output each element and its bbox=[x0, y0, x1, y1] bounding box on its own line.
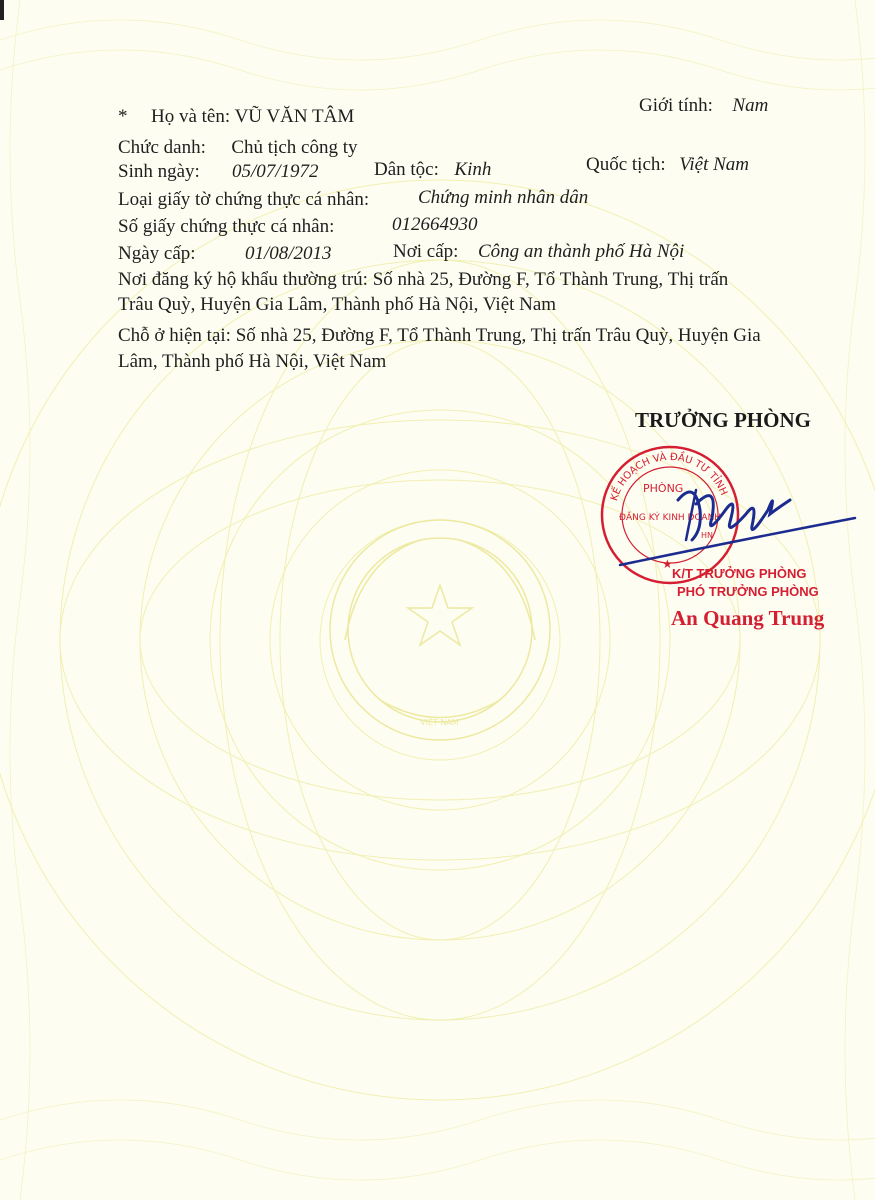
id-number-label: Số giấy chứng thực cá nhân: bbox=[118, 216, 335, 237]
name-label: Họ và tên: bbox=[151, 106, 231, 127]
nationality-label: Quốc tịch: bbox=[586, 154, 666, 175]
ethnicity-value: Kinh bbox=[454, 159, 492, 180]
dob-value: 05/07/1972 bbox=[232, 161, 319, 182]
handwritten-signature bbox=[600, 470, 860, 580]
deputy-line: PHÓ TRƯỞNG PHÒNG bbox=[677, 584, 819, 599]
edge-mark bbox=[0, 0, 4, 20]
nationality-row bbox=[586, 153, 749, 177]
signer-name: An Quang Trung bbox=[671, 606, 825, 630]
stamp-inner-main: ĐĂNG KÝ KINH DOANH bbox=[619, 513, 722, 523]
issue-place-row bbox=[393, 240, 684, 264]
kt-line: K/T TRƯỞNG PHÒNG bbox=[672, 566, 807, 581]
issue-date-row bbox=[118, 242, 196, 266]
ethnicity-label: Dân tộc: bbox=[374, 159, 439, 180]
id-type-value: Chứng minh nhân dân bbox=[418, 187, 589, 208]
id-type-row bbox=[118, 188, 369, 212]
current-address-row bbox=[118, 324, 761, 348]
id-type-label: Loại giấy tờ chứng thực cá nhân: bbox=[118, 189, 370, 210]
issue-place-value: Công an thành phố Hà Nội bbox=[477, 241, 685, 262]
id-number-row bbox=[118, 215, 334, 239]
id-number-value: 012664930 bbox=[392, 214, 478, 235]
current-address-label: Chỗ ở hiện tại: bbox=[118, 325, 231, 346]
title-row bbox=[118, 136, 358, 160]
permanent-address-label: Nơi đăng ký hộ khẩu thường trú: bbox=[118, 269, 368, 290]
permanent-address-line2: Trâu Quỳ, Huyện Gia Lâm, Thành phố Hà Nội, Việt Nam bbox=[118, 294, 557, 315]
stamp-inner-top: PHÒNG bbox=[643, 482, 684, 495]
permanent-address-line1: Số nhà 25, Đường F, Tổ Thành Trung, Thị trấn bbox=[372, 269, 729, 290]
gender-label: Giới tính: bbox=[639, 95, 713, 116]
stamp-bottom: HN bbox=[701, 531, 713, 540]
svg-text:★: ★ bbox=[662, 557, 673, 571]
national-emblem-watermark bbox=[330, 520, 550, 740]
issue-date-value: 01/08/2013 bbox=[245, 243, 332, 264]
gender-value: Nam bbox=[732, 95, 769, 116]
title-value: Chủ tịch công ty bbox=[231, 137, 358, 158]
gender-row bbox=[639, 94, 768, 118]
svg-text:KẾ HOẠCH VÀ ĐẦU TƯ TỈNH: KẾ HOẠCH VÀ ĐẦU TƯ TỈNH bbox=[609, 451, 730, 503]
issue-date-label: Ngày cấp: bbox=[118, 243, 196, 264]
name-row: * Họ và tên: VŨ VĂN TÂM bbox=[118, 106, 355, 127]
current-address-line2: Lâm, Thành phố Hà Nội, Việt Nam bbox=[118, 351, 387, 372]
current-address-line1: Số nhà 25, Đường F, Tổ Thành Trung, Thị trấn Trâu Quỳ, Huyện Gia bbox=[235, 325, 761, 346]
dob-label: Sinh ngày: bbox=[118, 161, 200, 182]
signature-heading: TRƯỞNG PHÒNG bbox=[635, 408, 811, 432]
name-value: VŨ VĂN TÂM bbox=[234, 106, 355, 127]
nationality-value: Việt Nam bbox=[679, 154, 750, 175]
dob-row bbox=[118, 160, 200, 184]
title-label: Chức danh: bbox=[118, 137, 206, 158]
ethnicity-row bbox=[374, 158, 491, 182]
issue-place-label: Nơi cấp: bbox=[393, 241, 459, 262]
svg-text:VIỆT NAM: VIỆT NAM bbox=[420, 718, 459, 727]
permanent-address-row bbox=[118, 268, 728, 292]
